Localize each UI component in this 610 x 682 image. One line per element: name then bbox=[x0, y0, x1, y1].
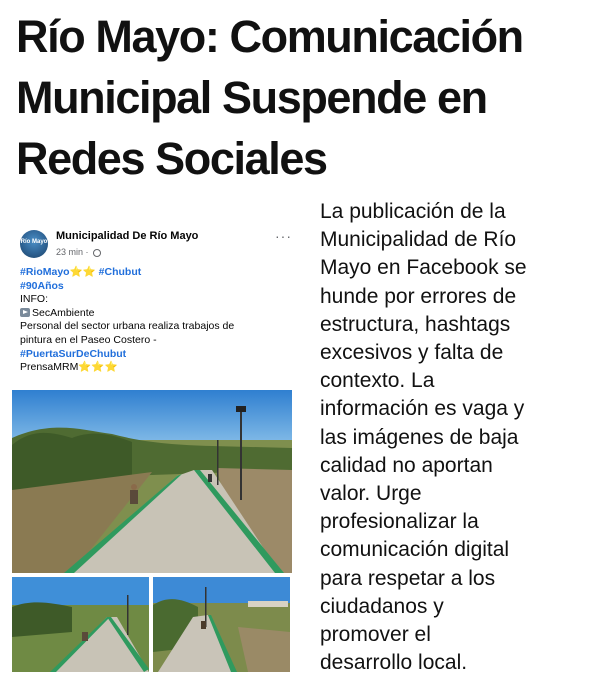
article-line: las imágenes de baja bbox=[320, 425, 519, 449]
headline bbox=[16, 6, 606, 189]
play-button-icon bbox=[20, 308, 30, 317]
article-line: Municipalidad de Río bbox=[320, 228, 517, 252]
article-line: estructura, hashtags bbox=[320, 312, 511, 336]
article-line: Mayo en Facebook se bbox=[320, 256, 527, 280]
article-line: para respetar a los bbox=[320, 566, 496, 590]
hashtag-puertasur[interactable]: #PuertaSurDeChubut bbox=[20, 347, 127, 360]
facebook-post bbox=[12, 220, 302, 682]
page-name[interactable]: Municipalidad De Río Mayo bbox=[56, 230, 199, 242]
article-line: desarrollo local. bbox=[320, 651, 468, 675]
post-photo-main[interactable] bbox=[12, 390, 292, 573]
avatar[interactable] bbox=[20, 230, 48, 258]
hashtag-90anos[interactable]: #90Años bbox=[20, 279, 64, 292]
post-description-1: Personal del sector urbana realiza trabajos de bbox=[20, 320, 235, 333]
article-line: hunde por errores de bbox=[320, 284, 517, 308]
post-photo-secondary-2[interactable] bbox=[153, 577, 290, 672]
headline-line-3: Redes Sociales bbox=[16, 133, 327, 184]
post-text bbox=[20, 266, 300, 375]
walkway-photo-3 bbox=[153, 577, 290, 672]
article-text bbox=[320, 198, 604, 677]
article-line: ciudadanos y bbox=[320, 594, 444, 618]
walkway-photo-2 bbox=[12, 577, 149, 672]
article-line: calidad no aportan bbox=[320, 453, 493, 477]
article-line: La publicación de la bbox=[320, 200, 506, 223]
article-line: excesivos y falta de bbox=[320, 341, 504, 365]
article-line: profesionalizar la bbox=[320, 510, 479, 534]
article-line: valor. Urge bbox=[320, 482, 422, 506]
stars-emoji: ⭐⭐ bbox=[69, 266, 96, 278]
more-options-icon[interactable]: ··· bbox=[275, 228, 292, 244]
post-line-1 bbox=[20, 266, 300, 280]
post-line-prensa bbox=[20, 361, 300, 375]
hashtag-riomayo[interactable]: #RioMayo bbox=[20, 266, 70, 278]
walkway-photo bbox=[12, 390, 292, 573]
sec-ambiente-text: SecAmbiente bbox=[32, 306, 95, 319]
post-meta bbox=[56, 247, 101, 257]
headline-line-1: Río Mayo: Comunicación bbox=[16, 11, 523, 62]
hashtag-chubut[interactable]: #Chubut bbox=[98, 266, 142, 278]
prensa-text: PrensaMRM bbox=[20, 361, 79, 374]
globe-icon bbox=[93, 249, 101, 257]
article-line: información es vaga y bbox=[320, 397, 525, 421]
post-info-label: INFO: bbox=[20, 293, 48, 306]
article-line: comunicación digital bbox=[320, 538, 510, 562]
post-description-2: pintura en el Paseo Costero - bbox=[20, 333, 157, 346]
article-line: contexto. La bbox=[320, 369, 435, 393]
article-line: promover el bbox=[320, 623, 431, 647]
post-time[interactable]: 23 min · bbox=[56, 247, 89, 257]
stars-emoji-2: ⭐⭐⭐ bbox=[78, 361, 118, 374]
post-line-sec bbox=[20, 307, 300, 321]
avatar-logo-text: Río Mayo bbox=[20, 239, 48, 245]
post-header bbox=[20, 228, 300, 262]
headline-line-2: Municipal Suspende en bbox=[16, 72, 487, 123]
post-photo-secondary-1[interactable] bbox=[12, 577, 149, 672]
